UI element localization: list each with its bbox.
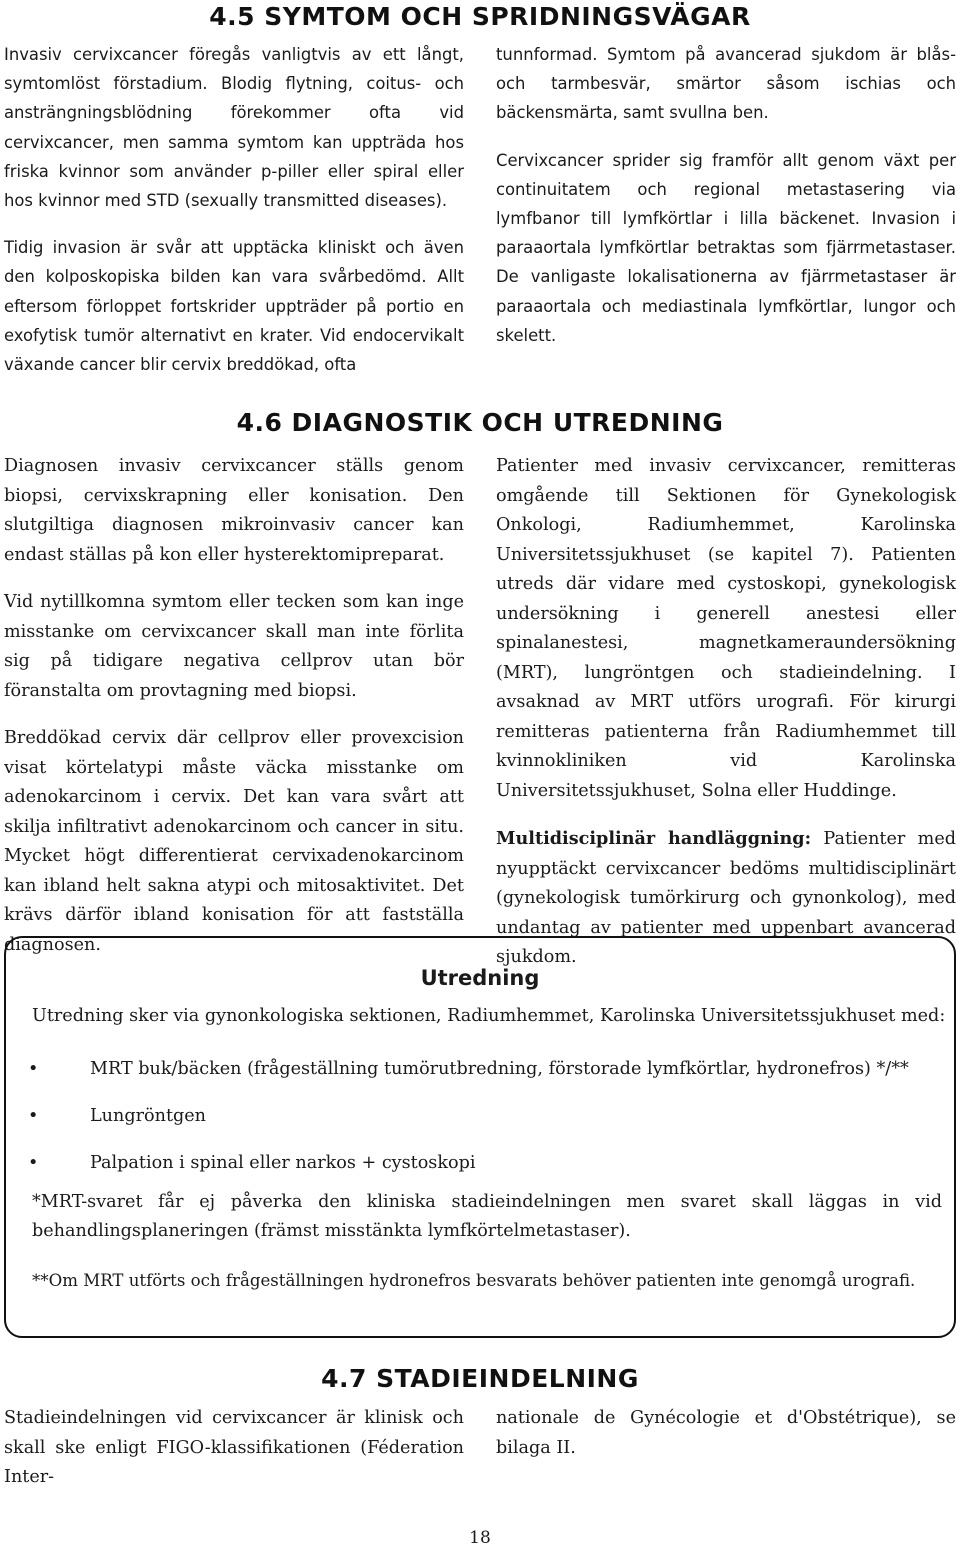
section-heading-stadieindelning: 4.7 STADIEINDELNING [321, 1364, 639, 1393]
paragraph: Cervixcancer sprider sig framför allt genom växt per continuitatem och regional metastasering via lymfbanor till lymfkörtlar i lilla bäckenet. Invasion i paraaortala lymfkörtlar betraktas som fjärrmetastaser. De vanligaste lokalisationerna av fjärrmetastaser är paraaortala och mediastinala lymfkörtlar, lungor och skelett. [496, 150, 956, 345]
list-item [28, 1140, 928, 1187]
list-item [28, 1093, 928, 1140]
symtom-left-column [4, 40, 464, 379]
mdt-label: Multidisciplinär handläggning: [496, 828, 812, 849]
box-title: Utredning [420, 966, 540, 990]
bullet: • [28, 1106, 39, 1126]
utredning-box [4, 936, 956, 1338]
stadieindelning-right-column [496, 1404, 956, 1463]
bullet: • [28, 1153, 39, 1173]
paragraph: Patienter med invasiv cervixcancer, remitteras omgående till Sektionen för Gynekologisk Onkologi, Radiumhemmet, Karolinska Universitetssjukhuset (se kapitel 7). Patienten utreds där vidare med cystoskopi, gynekologisk undersökning i generell anestesi eller spinalanestesi, magnetkameraundersökning (MRT), lungröntgen och stadieindelning. I avsaknad av MRT utförs urografi. För kirurgi remitteras patienterna från Radiumhemmet till kvinnokliniken vid Karolinska Universitetssjukhuset, Solna eller Huddinge. [496, 456, 956, 801]
paragraph: tunnformad. Symtom på avancerad sjukdom är blås- och tarmbesvär, smärtor såsom ischias och bäckensmärta, samt svullna ben. [496, 45, 956, 123]
diagnostik-right-column [496, 452, 956, 973]
list-item-text: MRT buk/bäcken (frågeställning tumörutbredning, förstorade lymfkörtlar, hydronefros) */** [90, 1059, 909, 1079]
box-footnote-2: **Om MRT utförts och frågeställningen hydronefros besvarats behöver patienten inte genomgå urografi. [32, 1271, 916, 1290]
list-item [28, 1046, 928, 1093]
list-item-text: Palpation i spinal eller narkos + cystoskopi [90, 1153, 476, 1173]
bullet: • [28, 1059, 39, 1079]
page-number: 18 [469, 1528, 491, 1548]
paragraph: Tidig invasion är svår att upptäcka kliniskt och även den kolposkopiska bilden kan vara svårbedömd. Allt eftersom förloppet fortskrider uppträder på portio en exofytisk tumör alternativt en krater. Vid endocervikalt växande cancer blir cervix breddökad, ofta [4, 238, 464, 375]
list-item-text: Lungröntgen [90, 1106, 207, 1126]
paragraph: Invasiv cervixcancer föregås vanligtvis av ett långt, symtomlöst förstadium. Blodig flytning, coitus- och ansträngningsblödning förekommer ofta vid cervixcancer, men samma symtom kan uppträda hos friska kvinnor som använder p-piller eller spiral eller hos kvinnor med STD (sexually transmitted diseases). [4, 45, 464, 211]
diagnostik-left-column [4, 452, 464, 960]
paragraph: Stadieindelningen vid cervixcancer är klinisk och skall ske enligt FIGO-klassifikationen (Féderation Inter- [4, 1408, 464, 1487]
paragraph: Diagnosen invasiv cervixcancer ställs genom biopsi, cervixskrapning eller konisation. Den slutgiltiga diagnosen mikroinvasiv cancer kan endast ställas på kon eller hysterektomipreparat. [4, 456, 464, 565]
stadieindelning-left-column [4, 1404, 464, 1493]
symtom-right-column [496, 40, 956, 350]
section-heading-diagnostik: 4.6 DIAGNOSTIK OCH UTREDNING [236, 408, 724, 437]
paragraph: Vid nytillkomna symtom eller tecken som kan inge misstanke om cervixcancer skall man inte förlita sig på tidigare negativa cellprov utan bör föranstalta om provtagning med biopsi. [4, 592, 464, 701]
section-heading-symtom: 4.5 SYMTOM OCH SPRIDNINGSVÄGAR [209, 2, 751, 31]
paragraph: nationale de Gynécologie et d'Obstétrique), se bilaga II. [496, 1408, 956, 1458]
mdt-text: Patienter med nyupptäckt cervixcancer bedöms multidisciplinärt (gynekologisk tumörkirurg och gynonkolog), med undantag av patienter med uppenbart avancerad sjukdom. [496, 829, 956, 967]
box-footnote-1: *MRT-svaret får ej påverka den kliniska stadieindelningen men svaret skall läggas in vid behandlingsplaneringen (främst misstänkta lymfkörtelmetastaser). [32, 1192, 942, 1241]
box-intro: Utredning sker via gynonkologiska sektionen, Radiumhemmet, Karolinska Universitetssjukhuset med: [32, 1006, 946, 1026]
paragraph: Breddökad cervix där cellprov eller provexcision visat körtelatypi måste väcka misstanke om adenokarcinom i cervix. Det kan vara svårt att skilja infiltrativt adenokarcinom och cancer in situ. Mycket högt differentierat cervixadenokarcinom kan ibland helt sakna atypi och mitosaktivitet. Det krävs därför ibland konisation för att fastställa diagnosen. [4, 728, 464, 955]
utredning-list [28, 1046, 928, 1187]
